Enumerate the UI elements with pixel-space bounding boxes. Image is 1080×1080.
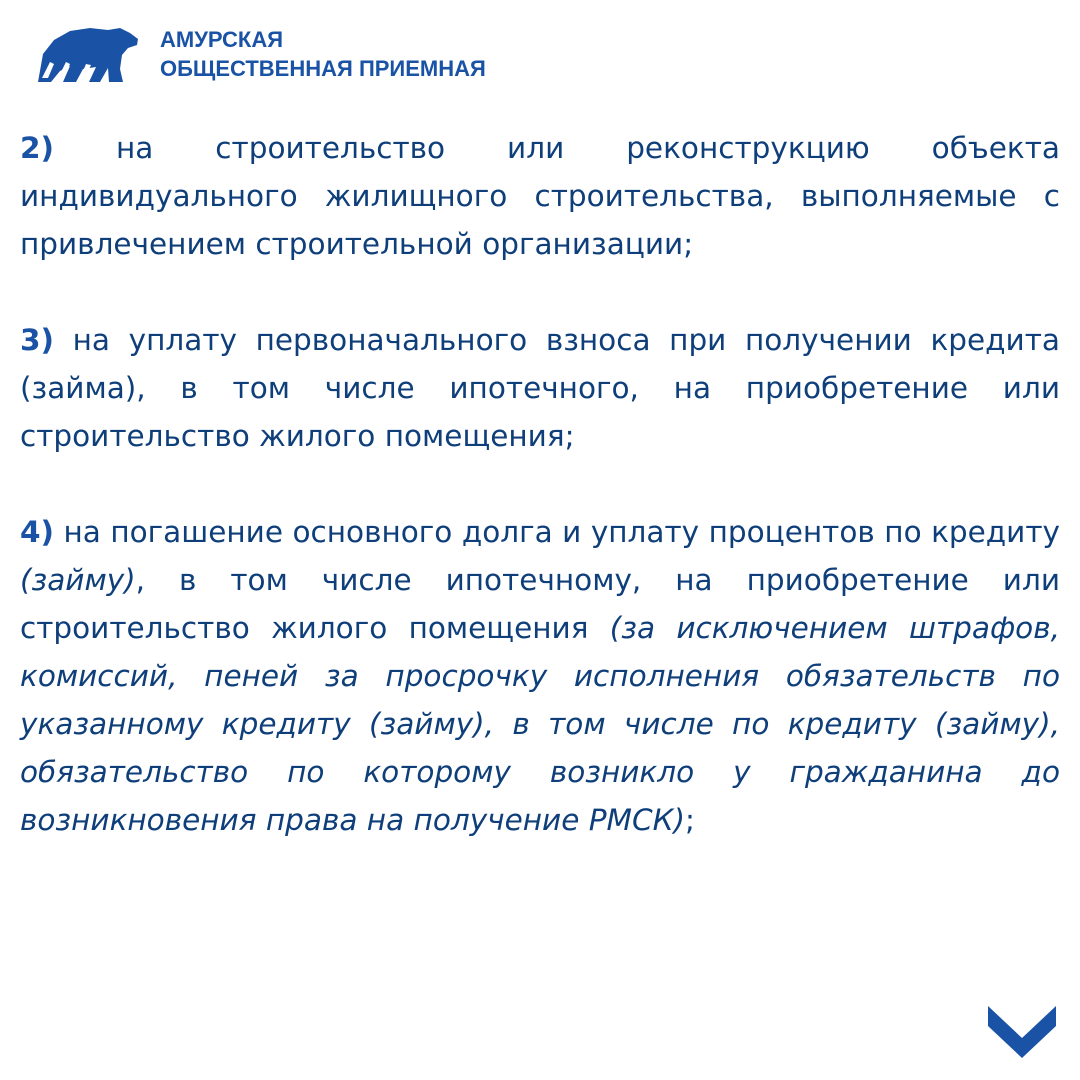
- item-text-italic: (за исключением штрафов, комиссий, пеней за просрочку исполнения обязательств по указанному кредиту (займу), в том числе по кредиту (займу), обязательство по которому возникло у гражданина до возникновения права на получение РМСК): [20, 611, 1060, 837]
- item-text: , в том числе ипотечному, на приобретение или строительство жилого помещения: [20, 563, 1060, 645]
- org-title-line1: АМУРСКАЯ: [160, 27, 284, 52]
- item-text: на строительство или реконструкцию объекта индивидуального жилищного строительства, выполняемые с привлечением строительной организации;: [20, 131, 1060, 261]
- item-number: 4): [20, 515, 55, 549]
- org-title: [160, 25, 486, 83]
- bear-logo-icon: [36, 24, 142, 84]
- document-body: [20, 124, 1060, 892]
- item-text: на погашение основного долга и уплату процентов по кредиту: [54, 515, 1060, 549]
- item-number: 2): [20, 131, 55, 165]
- list-item: [20, 316, 1060, 460]
- org-title-line2: ОБЩЕСТВЕННАЯ ПРИЕМНАЯ: [160, 56, 486, 81]
- item-text: ;: [685, 803, 695, 837]
- header: [36, 22, 486, 86]
- chevron-down-icon[interactable]: [988, 1002, 1056, 1060]
- item-text-italic: (займу): [20, 563, 136, 597]
- list-item: [20, 508, 1060, 844]
- item-number: 3): [20, 323, 55, 357]
- list-item: [20, 124, 1060, 268]
- item-text: на уплату первоначального взноса при получении кредита (займа), в том числе ипотечного, на приобретение или строительство жилого помещения;: [20, 323, 1060, 453]
